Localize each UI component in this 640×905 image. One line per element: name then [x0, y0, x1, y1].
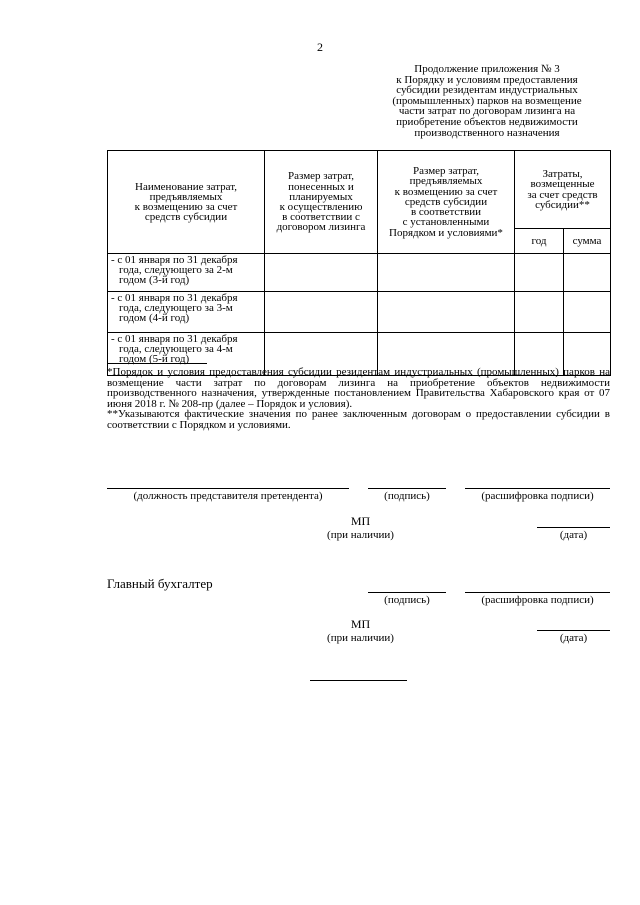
position-line	[107, 488, 349, 489]
appendix-line: субсидии резидентам индустриальных	[396, 84, 578, 97]
table-row	[108, 254, 611, 292]
page-number: 2	[317, 40, 323, 54]
cell-claimed-costs	[378, 254, 515, 292]
signature-caption: (подпись)	[384, 490, 430, 502]
stamp-label: МП	[350, 514, 371, 528]
appendix-line: приобретение объектов недвижимости	[396, 115, 578, 128]
signature-line	[368, 488, 446, 489]
position-caption: (должность представителя претендента)	[133, 490, 323, 502]
cell-lease-costs	[265, 292, 378, 333]
row-label: - с 01 января по 31 декабря года, следующего за 4-м годом (5-й год)	[108, 333, 265, 376]
appendix-line: Продолжение приложения № 3	[414, 63, 560, 75]
footnote-2: **Указываются фактические значения по ранее заключенным договорам о предоставлении субсидии в соответствии с Порядком и условиями.	[107, 408, 610, 431]
decoding-line	[465, 592, 610, 593]
cell-sum	[564, 292, 611, 333]
end-separator	[310, 680, 407, 681]
date-line	[537, 527, 610, 528]
appendix-header	[360, 64, 614, 138]
cell-claimed-costs	[378, 292, 515, 333]
table-row	[108, 292, 611, 333]
chief-accountant-title: Главный бухгалтер	[107, 576, 213, 591]
signature-line	[368, 592, 446, 593]
row-label: - с 01 января по 31 декабря года, следующего за 2-м годом (3-й год)	[108, 254, 265, 292]
header-cost-name: Наименование затрат, предъявляемых к возмещению за счет средств субсидии	[108, 151, 265, 254]
appendix-line: производственного назначения	[414, 126, 560, 139]
header-sum: сумма	[564, 229, 611, 254]
date-line	[537, 630, 610, 631]
footnotes	[107, 367, 610, 431]
footnote-1: *Порядок и условия предоставления субсидии резидентам индустриальных (промышленных) парков на возмещение части затрат по договорам лизинга на приобретение объектов недвижимости производственного назначения, утвержденные постановлением Правительства Хабаровского края от 07 июня 2018 г. № 208-пр (далее – Порядок и условия).	[107, 366, 610, 410]
header-reimbursed-costs: Затраты, возмещенные за счет средств субсидии**	[515, 151, 611, 229]
row-label: - с 01 января по 31 декабря года, следующего за 3-м годом (4-й год)	[108, 292, 265, 333]
appendix-line: части затрат по договорам лизинга на	[398, 105, 576, 118]
cell-year	[515, 292, 564, 333]
header-claimed-costs: Размер затрат, предъявляемых к возмещению за счет средств субсидии в соответствии с установленными Порядком и условиями*	[378, 151, 515, 254]
signature-caption: (подпись)	[384, 594, 430, 606]
decoding-line	[465, 488, 610, 489]
footnote-separator	[107, 363, 207, 364]
cell-year	[515, 254, 564, 292]
stamp-label: МП	[350, 617, 371, 631]
cell-lease-costs	[265, 254, 378, 292]
decoding-caption: (расшифровка подписи)	[481, 490, 594, 502]
decoding-caption: (расшифровка подписи)	[481, 594, 594, 606]
appendix-line: (промышленных) парков на возмещение	[392, 94, 582, 107]
appendix-line: к Порядку и условиям предоставления	[396, 73, 578, 86]
stamp-note: (при наличии)	[327, 529, 394, 541]
header-lease-costs: Размер затрат, понесенных и планируемых к осуществлению в соответствии с договором лизинга	[265, 151, 378, 254]
stamp-note: (при наличии)	[327, 632, 394, 644]
header-year: год	[515, 229, 564, 254]
date-caption: (дата)	[559, 632, 588, 644]
cell-sum	[564, 254, 611, 292]
costs-table	[107, 150, 611, 376]
date-caption: (дата)	[559, 529, 588, 541]
